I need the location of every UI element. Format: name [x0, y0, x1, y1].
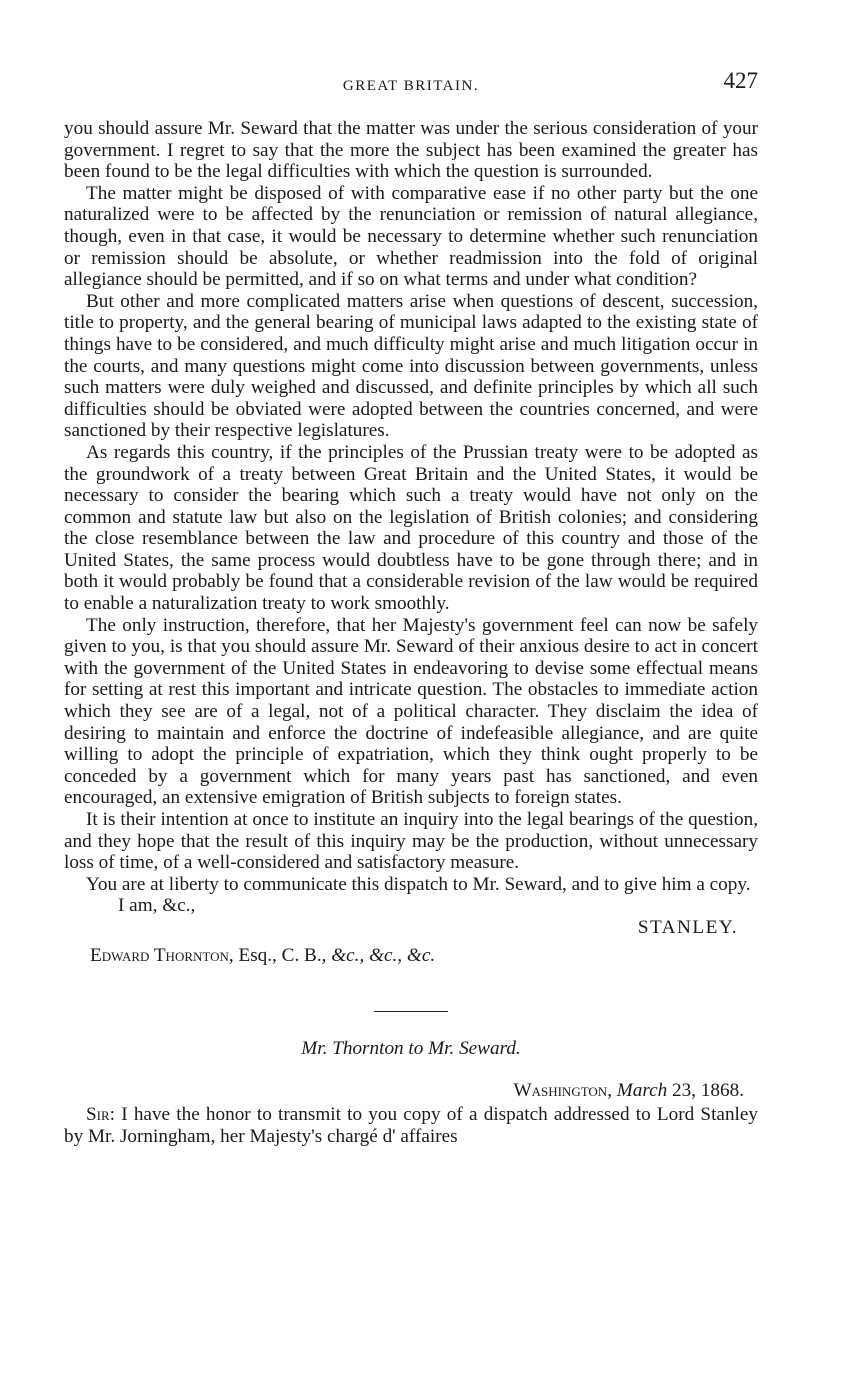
opening-text: : I have the honor to transmit to you copy of a dispatch addressed to Lord Stanley by Mr. Jorningham, her Majesty's chargé d' affaires: [64, 1104, 758, 1147]
paragraph-complications: But other and more complicated matters arise when questions of descent, succession, title to property, and the general bearing of municipal laws adapted to the existing state of things have to be considered, and much difficulty might arise and much litigation occur in the courts, and many questions might come into discussion between governments, unless such matters were duly weighed and discussed, and definite principles by which all such difficulties should be obviated were adopted between the countries concerned, and were sanctioned by their respective legislatures.: [64, 290, 758, 442]
closing-block: [64, 895, 758, 939]
document-page: [64, 66, 758, 1148]
paragraph-instruction: The only instruction, therefore, that her Majesty's government feel can now be safely given to you, is that you should assure Mr. Seward of their anxious desire to act in concert with the government of the United States in endeavoring to devise some effectual means for setting at rest this important and intricate question. The obstacles to immediate action which they see are of a legal, not of a political character. They disclaim the idea of desiring to maintain and enforce the doctrine of indefeasible allegiance, and are quite willing to adopt the principle of expatriation, which they think ought properly to be conceded by a government which for many years past has sanctioned, and even encouraged, an extensive emigration of British subjects to foreign states.: [64, 614, 758, 809]
paragraph-continuation: you should assure Mr. Seward that the matter was under the serious consideration of your government. I regret to say that the more the subject has been examined the greater has been found to be the legal difficulties with which the question is surrounded.: [64, 118, 758, 183]
section-divider: [374, 1011, 448, 1012]
dateline: [64, 1080, 758, 1102]
running-title: GREAT BRITAIN.: [342, 78, 480, 94]
running-head: [64, 66, 758, 100]
letter-body: [64, 1104, 758, 1147]
paragraph-inquiry: It is their intention at once to institute an inquiry into the legal bearings of the question, and they hope that the result of this inquiry may be the production, without unnecessary loss of time, of a well-considered and satisfactory measure.: [64, 809, 758, 874]
paragraph-prussian-treaty: As regards this country, if the principles of the Prussian treaty were to be adopted as the groundwork of a treaty between Great Britain and the United States, it would be necessary to consider the bearing which such a treaty would have not only on the common and statute law but also on the legislation of British colonies; and considering the close resemblance between the law and procedure of this country and those of the United States, the same process would doubtless have to be gone through there; and in both it would probably be found that a considerable revision of the law would be required to enable a naturalization treaty to work smoothly.: [64, 441, 758, 615]
addressee: [64, 945, 758, 967]
dateline-place: Washington: [513, 1080, 608, 1102]
letter-opening: [64, 1104, 758, 1147]
dateline-comma: ,: [607, 1080, 617, 1102]
dispatch-body: [64, 118, 758, 895]
dateline-month: March: [616, 1080, 668, 1102]
signature: STANLEY.: [637, 917, 738, 939]
letter-heading: Mr. Thornton to Mr. Seward.: [301, 1038, 521, 1060]
addressee-etc: &c., &c., &c.: [331, 945, 436, 967]
paragraph-liberty: You are at liberty to communicate this dispatch to Mr. Seward, and to give him a copy.: [86, 873, 751, 895]
complimentary-close: I am, &c.,: [118, 895, 196, 917]
addressee-title: , Esq., C. B.,: [228, 945, 332, 967]
paragraph-renunciation: The matter might be disposed of with comparative ease if no other party but the one naturalized were to be affected by the renunciation or remission of natural allegiance, though, even in that case, it would be necessary to determine whether such renunciation or remission should be absolute, or whether readmission into the fold of original allegiance should be permitted, and if so on what terms and under what condition?: [64, 182, 758, 291]
page-number: 427: [723, 68, 758, 93]
salutation: Sir: [86, 1104, 110, 1126]
dateline-rest: 23, 1868.: [667, 1080, 744, 1102]
addressee-name: Edward Thornton: [90, 945, 229, 967]
